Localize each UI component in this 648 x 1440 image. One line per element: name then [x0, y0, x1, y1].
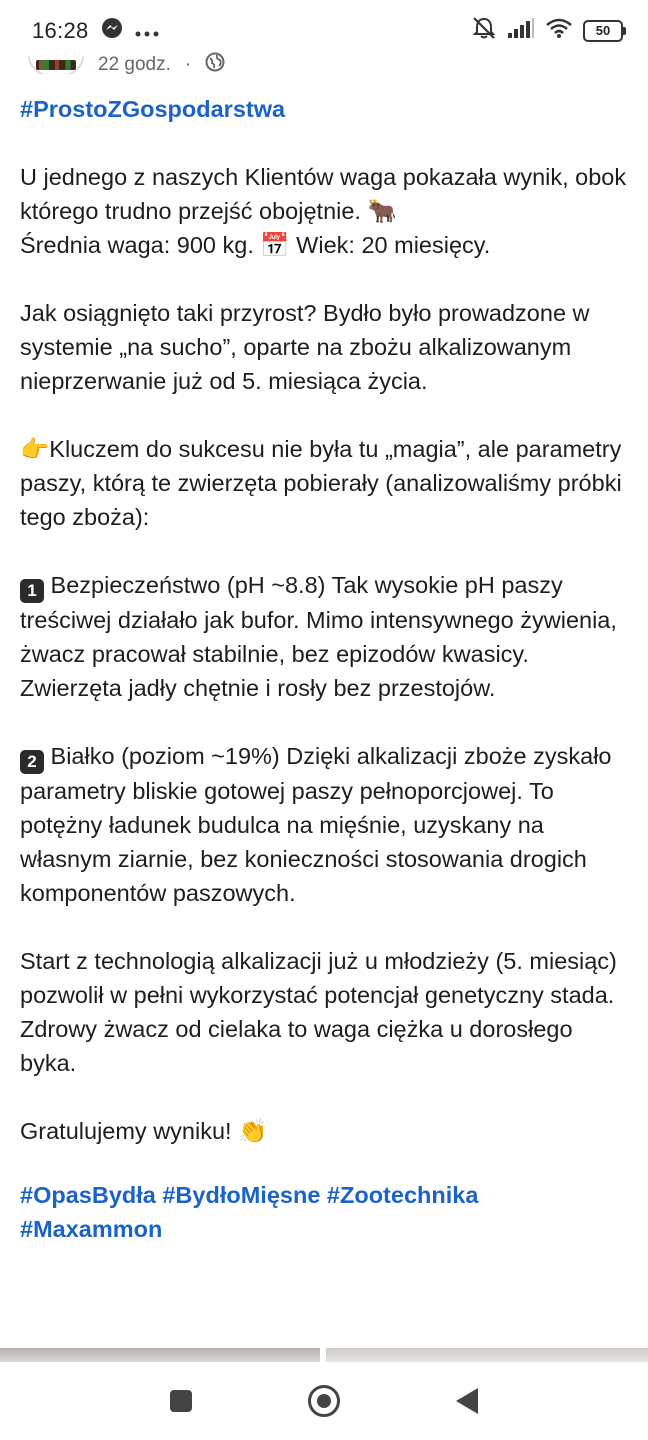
mute-icon: [471, 16, 497, 46]
post-text: Gratulujemy wyniku!: [20, 1118, 239, 1144]
post-image[interactable]: [326, 1348, 648, 1362]
clapping-hands-emoji-icon: 👏: [238, 1117, 268, 1145]
post-paragraph: [20, 1114, 630, 1148]
post-text: Białko (poziom ~19%) Dzięki alkalizacji zboże zyskało parametry bliskie gotowej paszy pełnoporcjowej. To potężny ładunek budulca na mięśnie, uzyskany na własnym ziarnie, bez konieczności stosowania drogich komponentów paszowych.: [20, 743, 619, 906]
recents-button[interactable]: [161, 1381, 201, 1421]
pointing-hand-emoji-icon: 👉: [20, 435, 50, 463]
hashtag-link[interactable]: #Maxammon: [20, 1216, 163, 1242]
post-image[interactable]: [0, 1348, 320, 1362]
status-right: [471, 16, 626, 46]
page-avatar[interactable]: [28, 56, 84, 74]
status-left: [32, 17, 159, 45]
post-paragraph: [20, 739, 630, 910]
post-paragraph: [20, 568, 630, 705]
hashtags-block: [20, 1178, 630, 1246]
hashtag-link[interactable]: #ProstoZGospodarstwa: [20, 96, 286, 122]
square-icon: [170, 1390, 192, 1412]
post-paragraph: [20, 160, 633, 262]
post-text: Średnia waga: 900 kg.: [20, 232, 254, 258]
post-time[interactable]: 22 godz.: [98, 54, 171, 75]
keycap-1-icon: 1: [20, 579, 44, 603]
clock: 16:28: [32, 18, 89, 43]
post-paragraph: [20, 432, 630, 534]
post-paragraph: Start z technologią alkalizacji już u młodzieży (5. miesiąc) pozwolił w pełni wykorzystać potencjał genetyczny stada. Zdrowy żwacz od cielaka to waga ciężka u dorosłego byka.: [20, 948, 624, 1076]
post-text: Wiek: 20 miesięcy.: [289, 232, 491, 258]
hashtag-link[interactable]: #OpasBydła #BydłoMięsne #Zootechnika: [20, 1182, 479, 1208]
home-circle-icon: [308, 1385, 340, 1417]
battery-level: 50: [583, 20, 623, 42]
signal-icon: [507, 18, 535, 44]
post-paragraph: Jak osiągnięto taki przyrost? Bydło było prowadzone w systemie „na sucho”, oparte na zbożu alkalizowanym nieprzerwanie już od 5. miesiąca życia.: [20, 300, 597, 394]
ox-emoji-icon: 🐂: [367, 197, 397, 225]
home-button[interactable]: [304, 1381, 344, 1421]
battery-icon: [583, 20, 626, 42]
meta-separator: ·: [184, 54, 192, 75]
post-paragraph: [20, 92, 630, 126]
wifi-icon: [545, 17, 573, 45]
calendar-emoji-icon: 📅: [260, 231, 290, 259]
messenger-icon: [101, 17, 123, 45]
globe-icon: [205, 52, 225, 78]
keycap-2-icon: 2: [20, 750, 44, 774]
post-meta: [28, 50, 225, 80]
post-text: Bezpieczeństwo (pH ~8.8) Tak wysokie pH paszy treściwej działało jak bufor. Mimo intensywnego żywienia, żwacz pracował stabilnie, bez epizodów kwasicy. Zwierzęta jadły chętnie i rosły bez przestojów.: [20, 572, 624, 701]
system-nav-bar: [0, 1362, 648, 1440]
post-text: Kluczem do sukcesu nie była tu „magia”, ale parametry paszy, którą te zwierzęta pobierały (analizowaliśmy próbki tego zboża):: [20, 436, 629, 530]
post-images: [0, 1348, 648, 1362]
back-triangle-icon: [456, 1388, 478, 1414]
post-body: [20, 92, 633, 1246]
more-dots-icon: [135, 18, 159, 44]
back-button[interactable]: [447, 1381, 487, 1421]
post-text: U jednego z naszych Klientów waga pokazała wynik, obok którego trudno przejść obojętnie.: [20, 164, 633, 224]
